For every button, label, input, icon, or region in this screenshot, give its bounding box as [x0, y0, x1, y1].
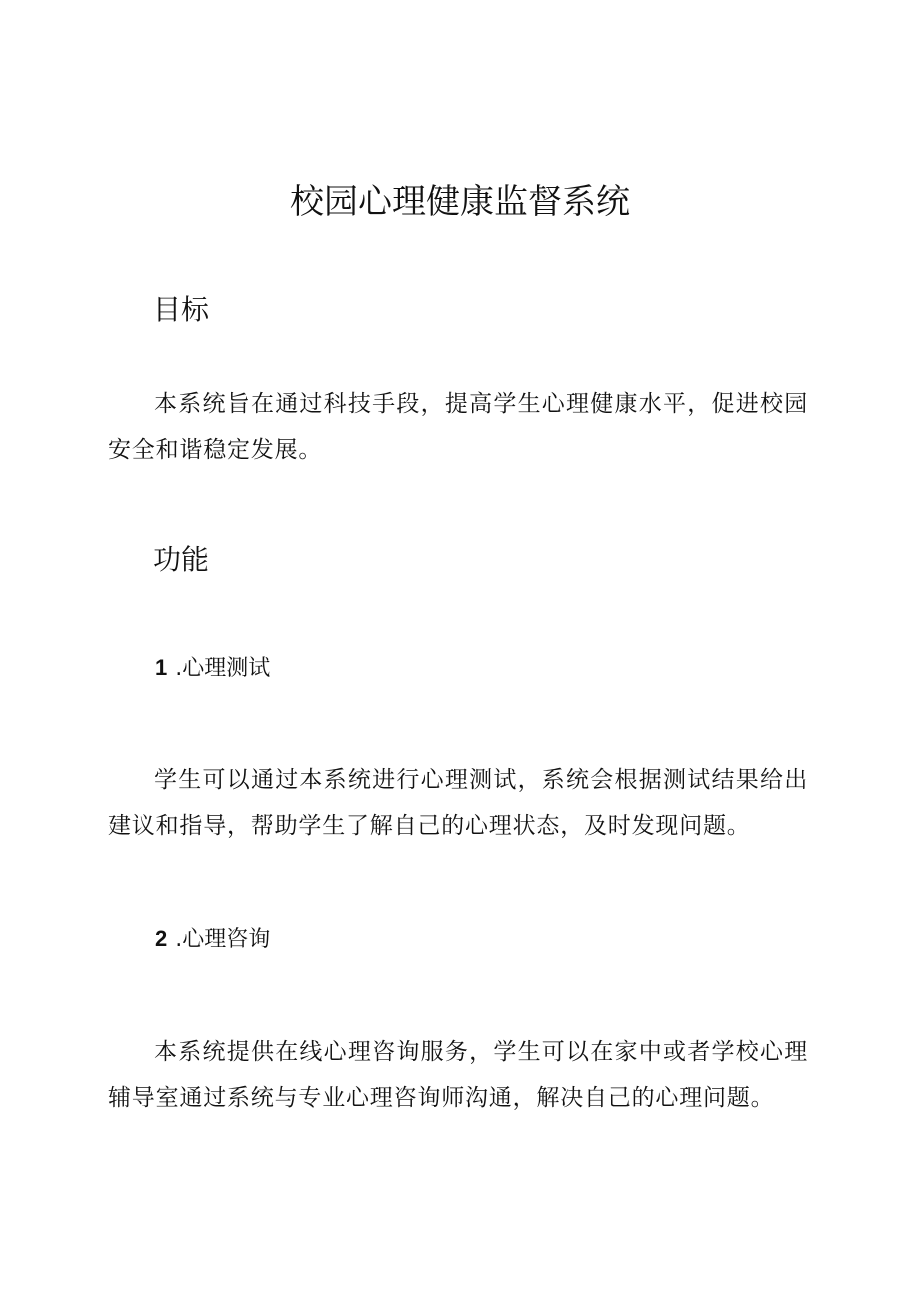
- page-title: 校园心理健康监督系统: [290, 182, 630, 222]
- goal-paragraph: 本系统旨在通过科技手段，提高学生心理健康水平，促进校园安全和谐稳定发展。: [108, 391, 808, 463]
- feature-title: .心理咨询: [175, 927, 271, 952]
- feature-title: .心理测试: [175, 656, 271, 681]
- feature-number: 1: [155, 655, 168, 680]
- feature-heading-psych-consult: [155, 923, 270, 956]
- section-heading-goal: 目标: [153, 293, 210, 326]
- feature-number: 2: [155, 926, 168, 951]
- psych-test-paragraph: 学生可以通过本系统进行心理测试，系统会根据测试结果给出建议和指导，帮助学生了解自己的心理状态，及时发现问题。: [108, 767, 808, 839]
- feature-heading-psych-test: [155, 652, 270, 685]
- section-heading-features: 功能: [153, 543, 210, 576]
- psych-consult-paragraph: 本系统提供在线心理咨询服务，学生可以在家中或者学校心理辅导室通过系统与专业心理咨询师沟通，解决自己的心理问题。: [108, 1039, 808, 1111]
